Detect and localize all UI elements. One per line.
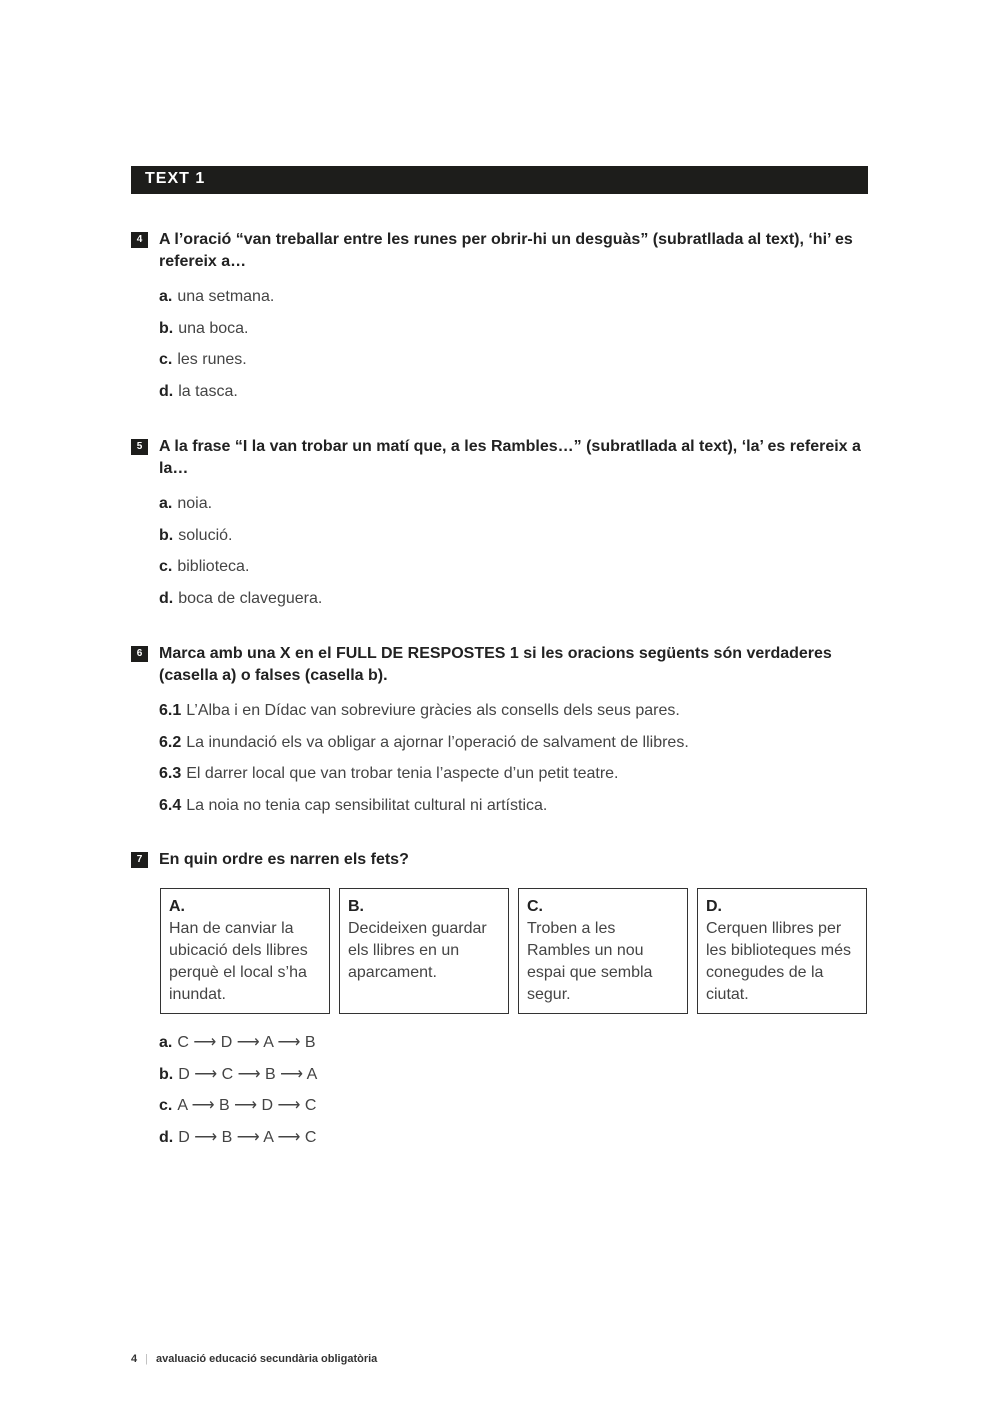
option-text: L’Alba i en Dídac van sobreviure gràcies als consells dels seus pares. <box>186 702 680 719</box>
question-4 <box>131 229 868 407</box>
option-label: c. <box>159 1097 173 1114</box>
answer-option <box>159 583 868 615</box>
option-text: les runes. <box>177 351 247 368</box>
footer-title: avaluació educació secundària obligatòria <box>155 1353 378 1365</box>
option-label: a. <box>159 1034 173 1051</box>
question-text: A la frase “I la van trobar un matí que, a les Rambles…” (subratllada al text), ‘la’ es refereix a la… <box>159 438 861 477</box>
page-number: 4 <box>131 1353 138 1365</box>
option-text: boca de claveguera. <box>178 589 323 607</box>
option-label: 6.2 <box>159 733 182 751</box>
footer-separator: | <box>145 1353 148 1365</box>
question-7 <box>131 849 868 871</box>
event-boxes <box>160 888 868 1016</box>
answer-option <box>159 695 868 727</box>
question-number: 7 <box>131 852 148 868</box>
event-box-d: D. Cerquen llibres per les biblioteques més conegudes de la ciutat. <box>697 888 867 1014</box>
option-text: A ⟶ B ⟶ D ⟶ C <box>177 1097 317 1114</box>
option-text: La inundació els va obligar a ajornar l’operació de salvament de llibres. <box>186 733 689 751</box>
question-text: En quin ordre es narren els fets? <box>159 851 409 868</box>
option-label: a. <box>159 495 173 512</box>
option-text: El darrer local que van trobar tenia l’aspecte d’un petit teatre. <box>186 765 619 782</box>
answer-option <box>159 551 868 583</box>
event-box-c: C. Troben a les Rambles un nou espai que sembla segur. <box>518 888 688 1014</box>
question-number: 4 <box>131 232 148 248</box>
option-label: 6.1 <box>159 702 182 719</box>
answer-option <box>159 758 868 790</box>
option-label: d. <box>159 382 174 400</box>
event-box-a: A. Han de canviar la ubicació dels llibres perquè el local s’ha inundat. <box>160 888 330 1014</box>
question-text: Marca amb una X en el FULL DE RESPOSTES 1 si les oracions següents són verdaderes (casella a) o falses (casella b). <box>159 645 832 684</box>
answer-option <box>159 313 868 345</box>
option-text: C ⟶ D ⟶ A ⟶ B <box>177 1034 316 1051</box>
event-box-b: B. Decideixen guardar els llibres en un aparcament. <box>339 888 509 1014</box>
option-text: biblioteca. <box>177 558 250 575</box>
option-text: una boca. <box>178 319 249 337</box>
option-label: c. <box>159 351 173 368</box>
answer-option <box>159 488 868 520</box>
answer-option <box>159 1059 868 1091</box>
answer-option <box>159 1090 868 1122</box>
option-label: b. <box>159 1065 174 1083</box>
option-label: a. <box>159 288 173 305</box>
option-text: una setmana. <box>177 288 275 305</box>
answer-option <box>159 281 868 313</box>
section-title: TEXT 1 <box>145 170 206 187</box>
option-text: solució. <box>178 526 233 544</box>
option-label: b. <box>159 526 174 544</box>
question-text: A l’oració “van treballar entre les runes per obrir-hi un desguàs” (subratllada al text), ‘hi’ es refereix a… <box>159 231 853 270</box>
option-text: D ⟶ C ⟶ B ⟶ A <box>178 1065 318 1083</box>
option-label: d. <box>159 589 174 607</box>
question-number: 6 <box>131 646 148 662</box>
option-label: c. <box>159 558 173 575</box>
answer-option <box>159 520 868 552</box>
question-number: 5 <box>131 439 148 455</box>
question-6 <box>131 643 868 821</box>
option-label: 6.4 <box>159 796 182 814</box>
option-text: D ⟶ B ⟶ A ⟶ C <box>178 1128 317 1146</box>
answer-option <box>159 1027 868 1059</box>
option-label: b. <box>159 319 174 337</box>
answer-option <box>159 344 868 376</box>
answer-option <box>159 376 868 408</box>
option-text: la tasca. <box>178 382 238 400</box>
option-label: d. <box>159 1128 174 1146</box>
answer-option <box>159 790 868 822</box>
section-header <box>131 166 868 194</box>
option-label: 6.3 <box>159 765 182 782</box>
question-5 <box>131 436 868 614</box>
page-footer <box>131 1353 377 1365</box>
option-text: noia. <box>177 495 213 512</box>
answer-option <box>159 1122 868 1154</box>
question-7-options <box>131 1027 868 1153</box>
option-text: La noia no tenia cap sensibilitat cultural ni artística. <box>186 796 548 814</box>
answer-option <box>159 727 868 759</box>
